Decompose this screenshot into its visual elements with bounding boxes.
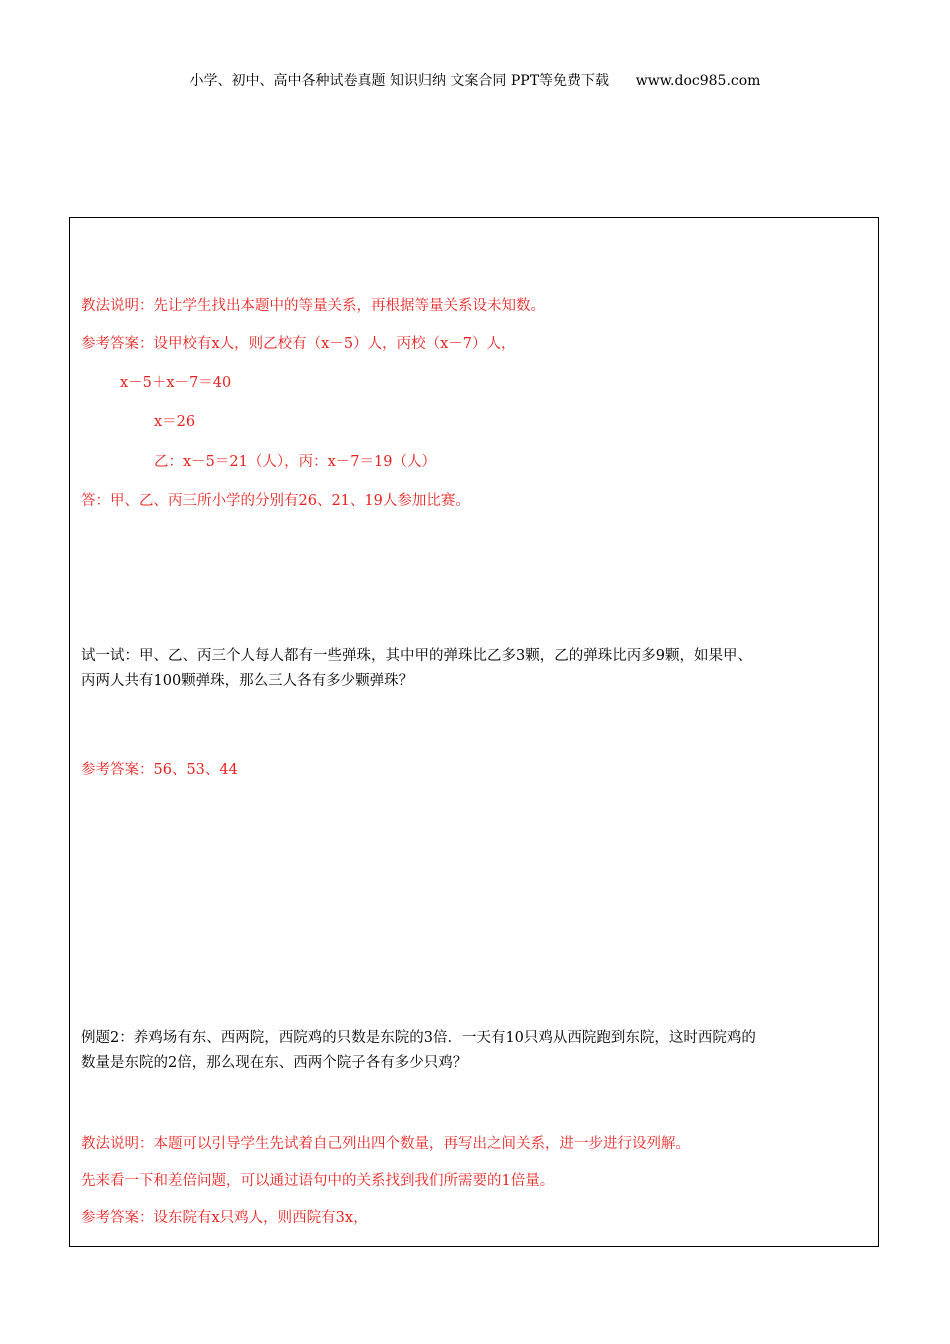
try-it-answer: 参考答案：56、53、44 (81, 762, 238, 778)
reference-answer-setup: 参考答案：设甲校有x人，则乙校有（x－5）人，丙校（x－7）人， (81, 336, 516, 352)
reference-answer-2: 参考答案：设东院有x只鸡人，则西院有3x， (81, 1210, 368, 1226)
solution-yi-bing: 乙：x－5＝21（人），丙：x－7＝19（人） (154, 454, 436, 470)
page-header: 小学、初中、高中各种试卷真题 知识归纳 文案合同 PPT等免费下载 www.doc985.com (189, 73, 761, 89)
example2-question-line1: 例题2：养鸡场有东、西两院，西院鸡的只数是东院的3倍．一天有10只鸡从西院跑到东院，这时西院鸡的 (81, 1030, 756, 1046)
try-it-question-line1: 试一试：甲、乙、丙三个人每人都有一些弹珠，其中甲的弹珠比乙多3颗，乙的弹珠比丙多9颗，如果甲、 (81, 648, 752, 664)
answer-conclusion: 答：甲、乙、丙三所小学的分别有26、21、19人参加比赛。 (81, 493, 470, 509)
equation-line: x－5＋x－7＝40 (120, 375, 232, 391)
teaching-method-note-2: 教法说明：本题可以引导学生先试着自己列出四个数量，再写出之间关系，进一步进行设列解。 (81, 1136, 690, 1152)
try-it-question-line2: 丙两人共有100颗弹珠，那么三人各有多少颗弹珠？ (81, 673, 414, 689)
teaching-method-note: 教法说明：先让学生找出本题中的等量关系，再根据等量关系设未知数。 (81, 298, 545, 314)
solution-x: x＝26 (154, 414, 196, 430)
teaching-method-note-3: 先来看一下和差倍问题，可以通过语句中的关系找到我们所需要的1倍量。 (81, 1173, 555, 1189)
example2-question-line2: 数量是东院的2倍，那么现在东、西两个院子各有多少只鸡？ (81, 1055, 468, 1071)
content-box (69, 217, 879, 1247)
